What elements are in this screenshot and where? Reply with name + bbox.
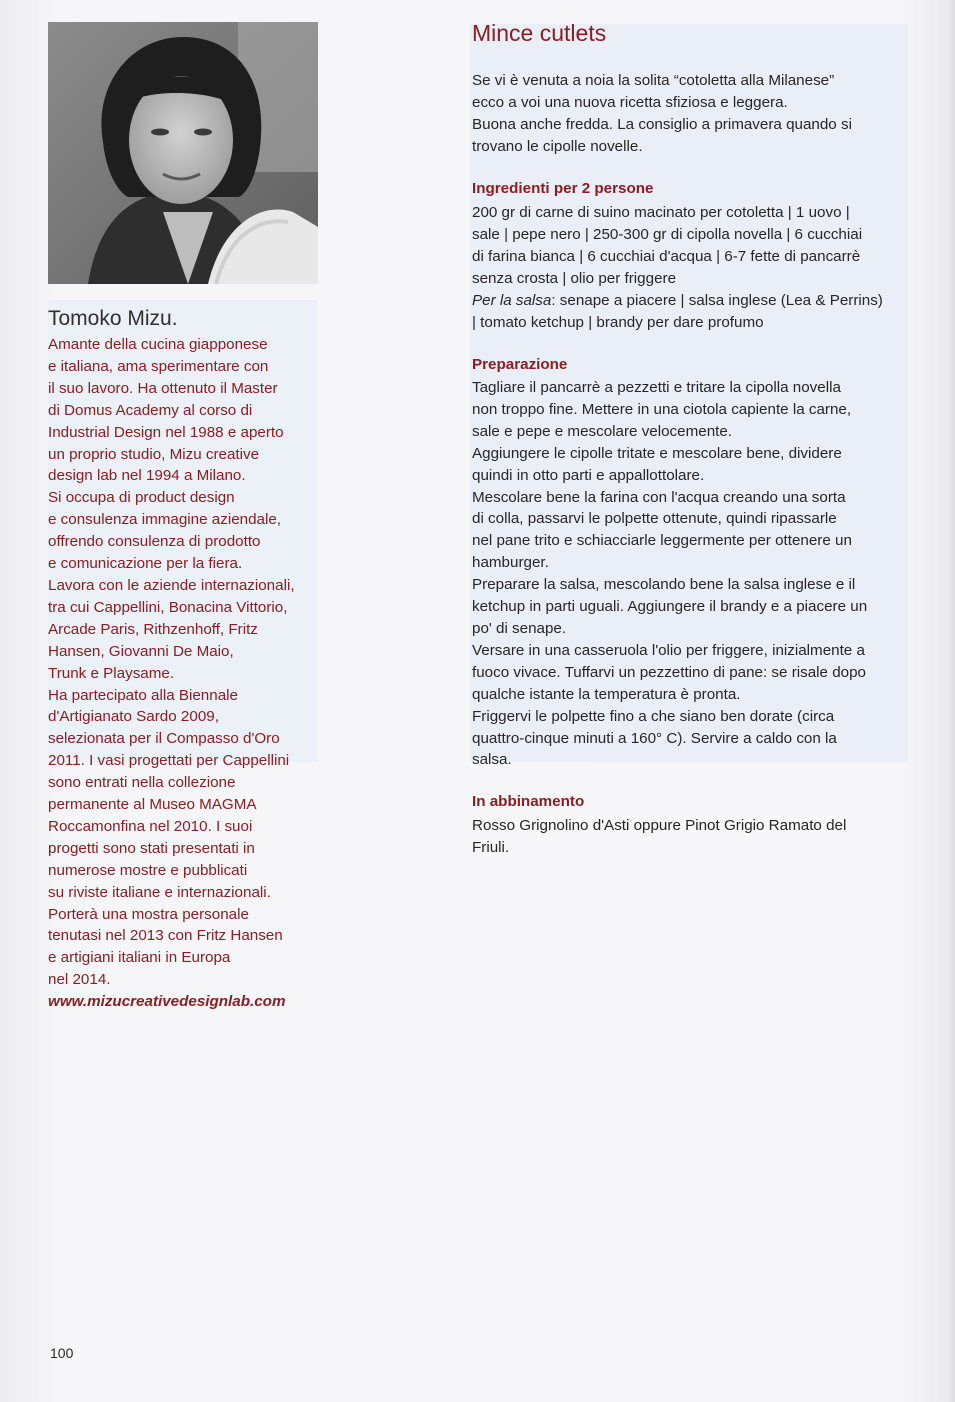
prep-line: Preparare la salsa, mescolando bene la salsa inglese e il — [472, 576, 856, 594]
ingredients-line: 200 gr di carne di suino macinato per cotoletta | 1 uovo | — [472, 204, 850, 221]
bio-line: Arcade Paris, Rithzenhoff, Fritz — [48, 620, 258, 638]
author-website-link[interactable]: www.mizucreativedesignlab.com — [48, 993, 286, 1011]
bio-line: progetti sono stati presentati in — [48, 839, 255, 857]
author-portrait — [48, 22, 318, 284]
prep-line: quattro-cinque minuti a 160° C). Servire a caldo con la — [472, 729, 837, 747]
prep-line: nel pane trito e schiacciarle leggermente per ottenere un — [472, 532, 852, 550]
abb-line: Friuli. — [472, 838, 510, 856]
prep-line: fuoco vivace. Tuffarvi un pezzettino di pane: se risale dopo — [472, 663, 866, 681]
binding-crease — [949, 0, 955, 1402]
prep-line: quindi in otto parti e appallottolare. — [472, 466, 705, 484]
prep-line: ketchup in parti uguali. Aggiungere il brandy e a piacere un — [472, 598, 868, 616]
bio-line: Roccamonfina nel 2010. I suoi — [48, 817, 253, 835]
recipe-title: Mince cutlets — [472, 20, 607, 46]
bio-line: 2011. I vasi progettati per Cappellini — [48, 752, 290, 770]
prep-line: di colla, passarvi le polpette ottenute, quindi ripassarle — [472, 510, 837, 528]
ingredients-line: senza crosta | olio per friggere — [472, 269, 677, 287]
prep-line: sale e pepe e mescolare velocemente. — [472, 422, 733, 440]
bio-line: e italiana, ama sperimentare con — [48, 357, 269, 375]
preparation-steps — [472, 377, 912, 771]
intro-line: Se vi è venuta a noia la solita “cotoletta alla Milanese” — [472, 72, 835, 89]
bio-line: tenutasi nel 2013 con Fritz Hansen — [48, 927, 283, 945]
prep-line: po' di senape. — [472, 619, 567, 637]
intro-line: ecco a voi una nuova ricetta sfiziosa e leggera. — [472, 93, 788, 111]
bio-line: permanente al Museo MAGMA — [48, 796, 257, 814]
prep-line: salsa. — [472, 751, 512, 769]
abb-line: Rosso Grignolino d'Asti oppure Pinot Grigio Ramato del — [472, 817, 847, 834]
bio-line: un proprio studio, Mizu creative — [48, 445, 260, 463]
bio-line: numerose mostre e pubblicati — [48, 861, 248, 879]
ingredients-line: sale | pepe nero | 250-300 gr di cipolla novella | 6 cucchiai — [472, 225, 863, 243]
bio-line: e comunicazione per la fiera. — [48, 555, 243, 573]
prep-line: Friggervi le polpette fino a che siano ben dorate (circa — [472, 707, 835, 725]
bio-line: offrendo consulenza di prodotto — [48, 533, 261, 551]
author-bio — [48, 334, 323, 1013]
bio-line: di Domus Academy al corso di — [48, 401, 253, 419]
author-name: Tomoko Mizu. — [48, 307, 178, 330]
prep-line: non troppo fine. Mettere in una ciotola capiente la carne, — [472, 400, 852, 418]
ingredients-list — [472, 202, 912, 333]
bio-line: Industrial Design nel 1988 e aperto — [48, 423, 284, 441]
bio-line: Ha partecipato alla Biennale — [48, 686, 238, 704]
prep-line: Aggiungere le cipolle tritate e mescolare bene, dividere — [472, 444, 842, 462]
prep-line: Mescolare bene la farina con l'acqua creando una sorta — [472, 488, 846, 506]
bio-line: design lab nel 1994 a Milano. — [48, 467, 246, 485]
sauce-line: | tomato ketchup | brandy per dare profumo — [472, 313, 764, 331]
bio-line: su riviste italiane e internazionali. — [48, 883, 271, 901]
sauce-text: : senape a piacere | salsa inglese (Lea & Perrins) — [551, 291, 883, 309]
bio-line: sono entrati nella collezione — [48, 774, 236, 792]
intro-line: Buona anche fredda. La consiglio a primavera quando si — [472, 115, 852, 133]
bio-line: d'Artigianato Sardo 2009, — [48, 708, 219, 726]
bio-line: Hansen, Giovanni De Maio, — [48, 642, 234, 660]
bio-line: Si occupa di product design — [48, 489, 235, 507]
bio-line: Amante della cucina giapponese — [48, 336, 268, 353]
prep-line: Tagliare il pancarrè a pezzetti e tritare la cipolla novella — [472, 379, 841, 396]
preparation-heading: Preparazione — [472, 356, 568, 373]
recipe-intro — [472, 70, 912, 158]
bio-line: e consulenza immagine aziendale, — [48, 511, 282, 529]
sauce-line — [472, 290, 912, 312]
bio-line: Trunk e Playsame. — [48, 664, 175, 682]
bio-line: e artigiani italiani in Europa — [48, 949, 231, 967]
bio-line: nel 2014. — [48, 971, 111, 989]
ingredients-line: di farina bianca | 6 cucchiai d'acqua | 6-7 fette di pancarrè — [472, 247, 861, 265]
prep-line: qualche istante la temperatura è pronta. — [472, 685, 741, 703]
bio-line: Porterà una mostra personale — [48, 905, 249, 923]
page-number: 100 — [50, 1345, 74, 1361]
ingredients-heading: Ingredienti per 2 persone — [472, 180, 654, 197]
bio-line: il suo lavoro. Ha ottenuto il Master — [48, 379, 278, 397]
bio-line: Lavora con le aziende internazionali, — [48, 576, 295, 594]
intro-line: trovano le cipolle novelle. — [472, 137, 643, 155]
prep-line: Versare in una casseruola l'olio per friggere, inizialmente a — [472, 641, 865, 659]
sauce-label: Per la salsa — [472, 291, 552, 309]
pairing-text — [472, 815, 912, 859]
bio-line: selezionata per il Compasso d'Oro — [48, 730, 280, 748]
bio-line: tra cui Cappellini, Bonacina Vittorio, — [48, 598, 288, 616]
pairing-heading: In abbinamento — [472, 793, 585, 810]
prep-line: hamburger. — [472, 554, 549, 572]
